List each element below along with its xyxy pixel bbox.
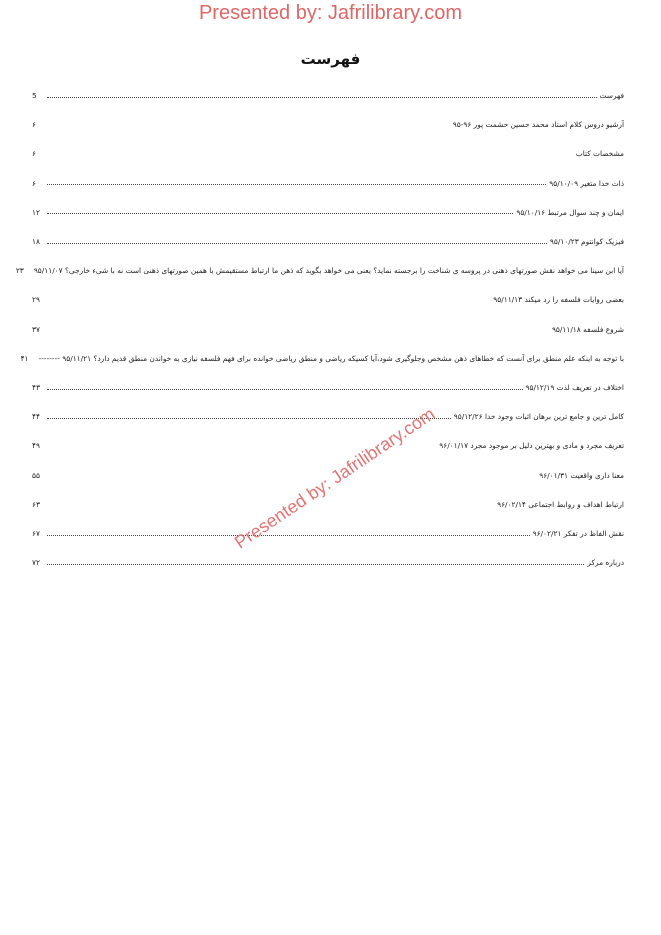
toc-entry-title[interactable]: با توجه به اینکه علم منطق برای آنست که خطاهای ذهن مشخص وجلوگیری شود،آیا کسیکه ریاضی و منطق ریاضی خوانده برای فهم فلسفه نیازی به خواندن منطق قدیم دارد؟ ۹۵/۱۱/۲۱ -------- — [38, 353, 624, 363]
toc-entry-title[interactable]: بعضی روایات فلسفه را رد میکند ۹۵/۱۱/۱۳ — [493, 295, 624, 305]
toc-entry-page: ۶ — [32, 149, 36, 159]
toc-entry-page: ۶۳ — [32, 499, 40, 509]
toc-entry-page: 5 — [32, 91, 37, 100]
toc-entry-page: ۴۴ — [32, 412, 40, 422]
toc-entry-title[interactable]: ذات خدا متغیر ۹۵/۱۰/۰۹ — [549, 178, 624, 188]
toc-entry-page: ۴۹ — [32, 441, 40, 451]
toc-entry-page: ۶۷ — [32, 529, 40, 538]
toc-entry-title[interactable]: معنا داری واقعیت ۹۶/۰۱/۳۱ — [539, 470, 624, 480]
toc-leader-dots — [47, 243, 547, 244]
toc-entry-title[interactable]: مشخصات کتاب — [575, 149, 624, 159]
toc-entry[interactable] — [32, 495, 624, 515]
toc-leader-dots — [47, 418, 451, 419]
toc-entry-title[interactable]: ایمان و چند سوال مرتبط ۹۵/۱۰/۱۶ — [516, 207, 624, 217]
toc-entry[interactable] — [32, 436, 624, 456]
toc-entry-page: ۶ — [32, 178, 36, 188]
toc-leader-dots — [47, 184, 546, 185]
toc-entry-title[interactable]: فیزیک کوانتوم ۹۵/۱۰/۲۳ — [549, 237, 624, 246]
toc-entry[interactable] — [15, 261, 624, 281]
toc-leader-dots — [47, 213, 513, 214]
toc-entry[interactable] — [32, 232, 624, 252]
toc-entry[interactable] — [32, 203, 624, 223]
toc-entry-page: ۵۵ — [32, 470, 40, 480]
toc-leader-dots — [47, 97, 597, 98]
toc-entry[interactable] — [20, 349, 624, 369]
toc-leader-dots — [47, 389, 523, 390]
toc-entry-page: ۴۳ — [32, 383, 40, 392]
watermark-header: Presented by: Jafrilibrary.com — [198, 2, 463, 24]
toc-entry-title[interactable]: شروع فلسفه ۹۵/۱۱/۱۸ — [551, 324, 624, 334]
toc-entry[interactable] — [32, 524, 624, 544]
watermark-diagonal: Presented by: Jafrilibrary.com — [230, 403, 439, 553]
toc-entry-page: ۶ — [32, 120, 36, 130]
toc-entry-page: ۱۲ — [32, 207, 40, 217]
toc-entry-page: ۲۳ — [15, 266, 24, 276]
toc-entry-title[interactable]: آرشیو دروس کلام استاد محمد حسین حشمت پور ۹۶-۹۵ — [452, 120, 624, 130]
toc-leader-dots — [47, 564, 584, 565]
toc-entry-page: ۳۷ — [32, 324, 40, 334]
toc-entry[interactable] — [32, 553, 624, 573]
toc-entry[interactable] — [32, 115, 624, 135]
toc-entry-title[interactable]: تعریف مجرد و مادی و بهترین دلیل بر موجود مجرد ۹۶/۰۱/۱۷ — [439, 441, 624, 451]
toc-entry-page: ۱۸ — [32, 237, 40, 246]
toc-entry-title[interactable]: کامل ترین و جامع ترین برهان اثبات وجود خدا ۹۵/۱۲/۲۶ — [453, 412, 624, 422]
toc-entry-title[interactable]: آیا ابن سینا می خواهد نقش صورتهای ذهنی در پروسه ی شناخت را برجسته نماید؟ یعنی می خواهد بگوید که ذهن ما ارتباط مستقیمش با همین صورتهای ذهنی است نه با شیء خارجی؟ ۹۵/۱۱/۰۷ — [33, 266, 624, 276]
toc-entry[interactable] — [32, 378, 624, 398]
toc-entry-page: ۴۱ — [20, 353, 29, 363]
toc-entry[interactable] — [32, 320, 624, 340]
toc-entry[interactable] — [32, 144, 624, 164]
page-title: فهرست — [300, 50, 361, 68]
toc-entry-title[interactable]: اختلاف در تعریف لذت ۹۵/۱۲/۱۹ — [525, 383, 624, 392]
toc-entry[interactable] — [32, 86, 624, 106]
toc-entry-page: ۲۹ — [32, 295, 40, 305]
toc-entry[interactable] — [32, 290, 624, 310]
toc-leader-dots — [47, 535, 530, 536]
toc-entry-title[interactable]: فهرست — [599, 91, 624, 100]
toc-entry[interactable] — [32, 407, 624, 427]
toc-entry[interactable] — [32, 174, 624, 194]
toc-entry-title[interactable]: نقش الفاظ در تفکر ۹۶/۰۲/۲۱ — [532, 529, 624, 538]
toc-entry-title[interactable]: ارتباط اهداف و روابط اجتماعی ۹۶/۰۲/۱۴ — [497, 499, 624, 509]
toc-entry-page: ۷۲ — [32, 558, 40, 568]
toc-entry-title[interactable]: درباره مرکز — [587, 558, 624, 568]
